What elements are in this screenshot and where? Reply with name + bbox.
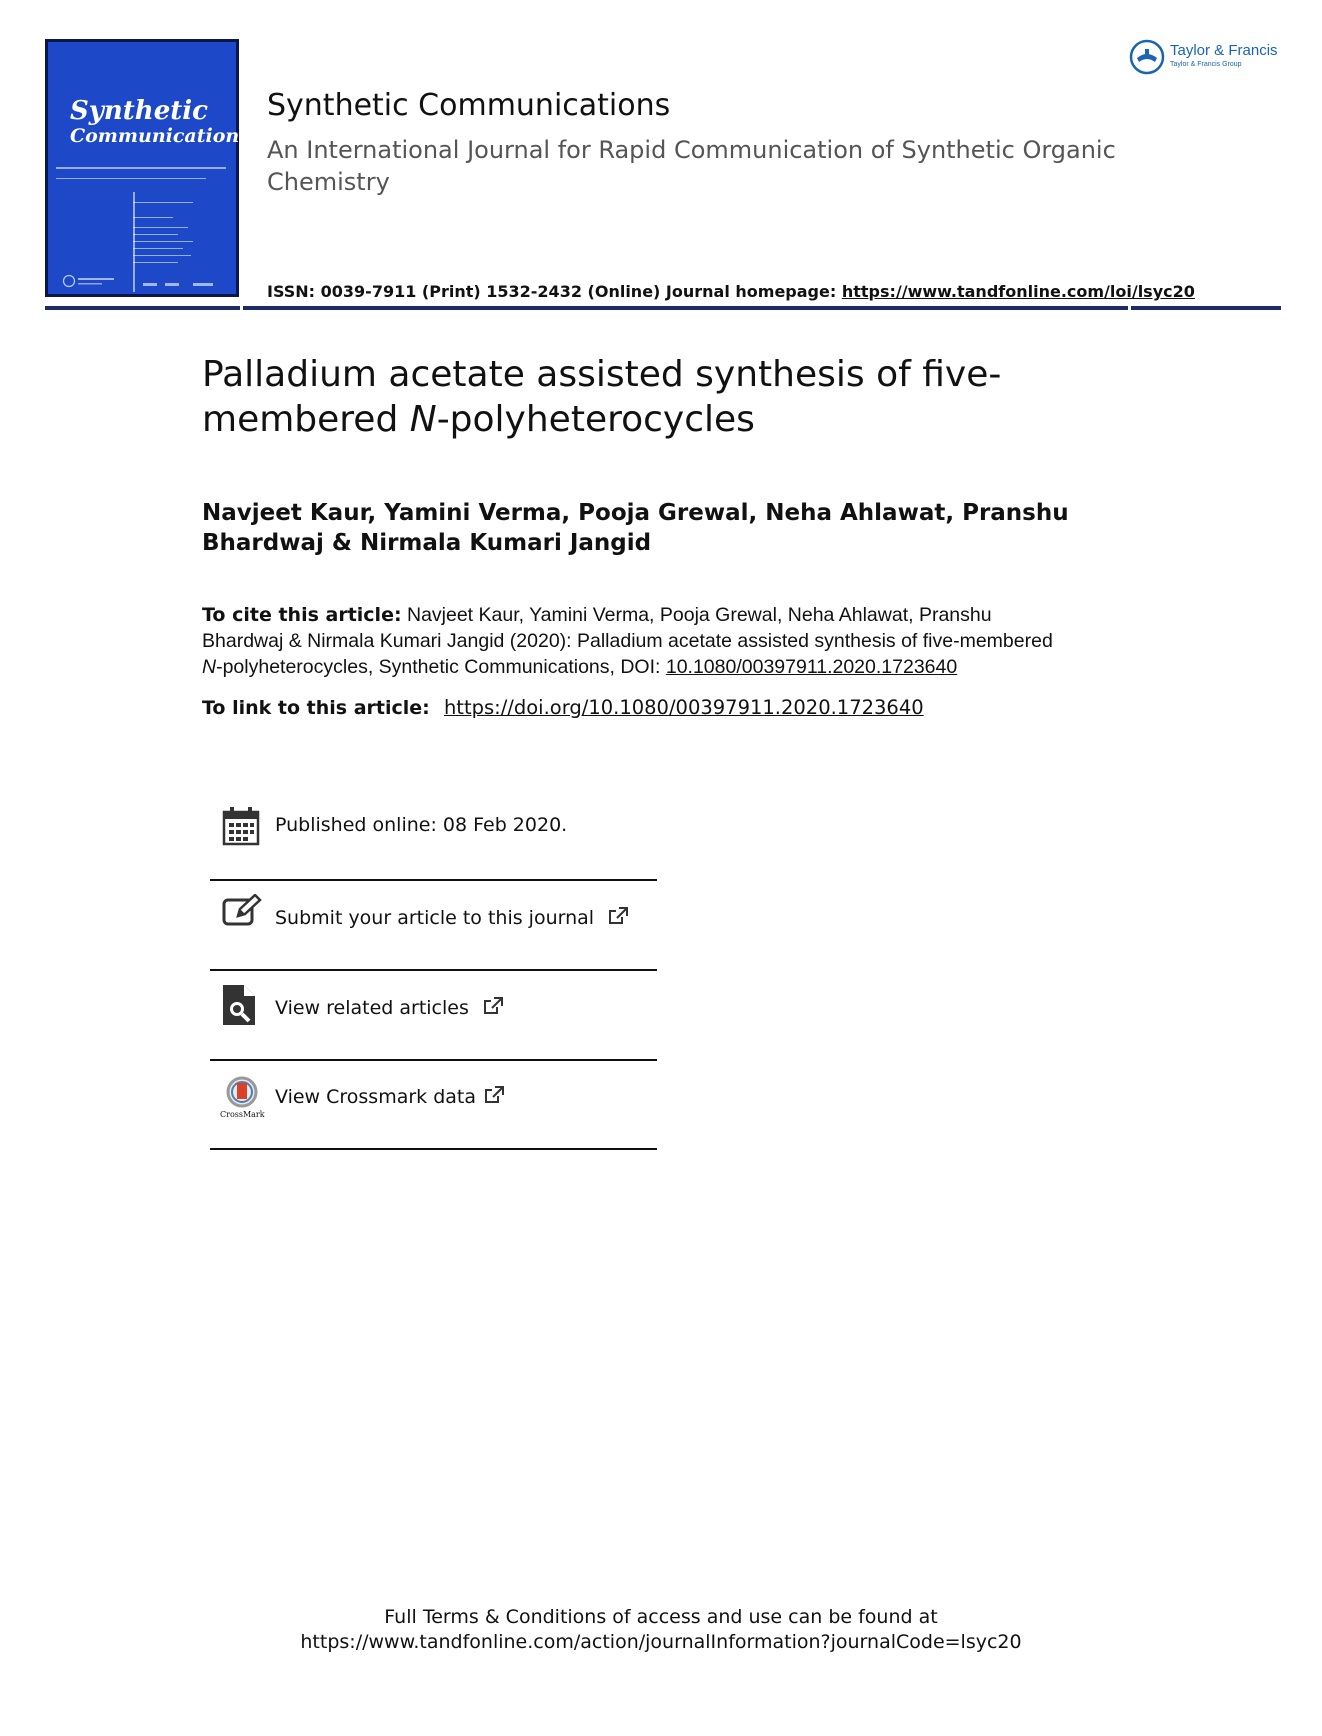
footer-terms: Full Terms & Conditions of access and use can be found at (384, 1606, 938, 1628)
cover-rule (133, 192, 135, 292)
article-title (202, 352, 1102, 442)
header-rule-gap (240, 306, 243, 310)
cover-issue-info (143, 282, 223, 288)
cover-rule (133, 234, 178, 235)
journal-homepage-link[interactable]: https://www.tandfonline.com/loi/lsyc20 (841, 282, 1195, 301)
footer-url[interactable]: https://www.tandfonline.com/action/journalInformation?journalCode=lsyc20 (300, 1631, 1022, 1653)
external-link-icon (484, 1086, 504, 1104)
crossmark-link[interactable] (275, 1086, 504, 1108)
article-title-italic: N (409, 399, 437, 440)
external-link-icon (483, 997, 503, 1015)
search-document-icon[interactable] (222, 984, 256, 1026)
article-title-part1: Palladium acetate assisted synthesis of five-membered (202, 354, 1002, 440)
crossmark-icon[interactable] (222, 1076, 262, 1114)
cite-text-line2: Bhardwaj & Nirmala Kumari Jangid (2020): Palladium acetate assisted synthesis of five-membered (202, 630, 1053, 652)
link-label: To link to this article: (202, 697, 430, 719)
cover-rule (133, 262, 178, 263)
journal-cover (45, 39, 250, 297)
issn-text: ISSN: 0039-7911 (Print) 1532-2432 (Online) Journal homepage: (267, 282, 837, 301)
cover-rule (133, 241, 193, 242)
related-articles-label: View related articles (275, 997, 469, 1019)
divider (210, 1059, 657, 1061)
publisher-group: Taylor & Francis Group (1170, 61, 1242, 68)
edit-icon[interactable] (222, 894, 262, 928)
citation-block (202, 602, 1132, 680)
cover-rule (133, 227, 188, 228)
cover-rule (133, 248, 183, 249)
journal-name: Synthetic Communications (267, 88, 671, 123)
cover-publisher-logo (62, 274, 122, 288)
cover-title-line2: Communications (70, 125, 250, 147)
crossmark-label: View Crossmark data (275, 1086, 477, 1108)
divider (210, 879, 657, 881)
cover-rule (133, 255, 191, 256)
taylor-francis-logo-icon[interactable] (1128, 38, 1166, 76)
article-url-link[interactable]: https://doi.org/10.1080/00397911.2020.1723640 (443, 696, 924, 719)
header-rule-gap (1128, 306, 1131, 310)
divider (210, 969, 657, 971)
submit-article-label: Submit your article to this journal (275, 907, 595, 929)
article-link-line (202, 696, 924, 719)
article-authors: Navjeet Kaur, Yamini Verma, Pooja Grewal, Neha Ahlawat, Pranshu Bhardwaj & Nirmala Kumari Jangid (202, 500, 1069, 556)
publisher-name[interactable]: Taylor & Francis (1170, 42, 1278, 59)
cover-rule (56, 167, 226, 169)
journal-subtitle: An International Journal for Rapid Communication of Synthetic Organic Chemistry (267, 136, 1116, 196)
cover-title (70, 96, 250, 148)
cover-rule (133, 202, 193, 203)
header-rule (45, 306, 1281, 310)
cover-title-line1: Synthetic (70, 96, 208, 126)
divider (210, 1148, 657, 1150)
published-online: Published online: 08 Feb 2020. (275, 814, 568, 836)
article-title-part2: -polyheterocycles (436, 399, 755, 440)
cite-label: To cite this article: (202, 604, 402, 626)
cite-text-line3: -polyheterocycles, Synthetic Communications, DOI: (216, 656, 661, 678)
calendar-icon (222, 806, 260, 846)
submit-article-link[interactable] (275, 907, 628, 929)
external-link-icon (608, 907, 628, 925)
cover-rule (133, 217, 173, 218)
doi-link[interactable]: 10.1080/00397911.2020.1723640 (665, 656, 958, 678)
cite-italic-n: N (202, 656, 217, 678)
issn-line (267, 282, 1195, 301)
cover-rule (56, 178, 206, 179)
crossmark-caption: CrossMark (220, 1110, 265, 1119)
related-articles-link[interactable] (275, 997, 503, 1019)
cite-text-line1: Navjeet Kaur, Yamini Verma, Pooja Grewal, Neha Ahlawat, Pranshu (406, 604, 992, 626)
